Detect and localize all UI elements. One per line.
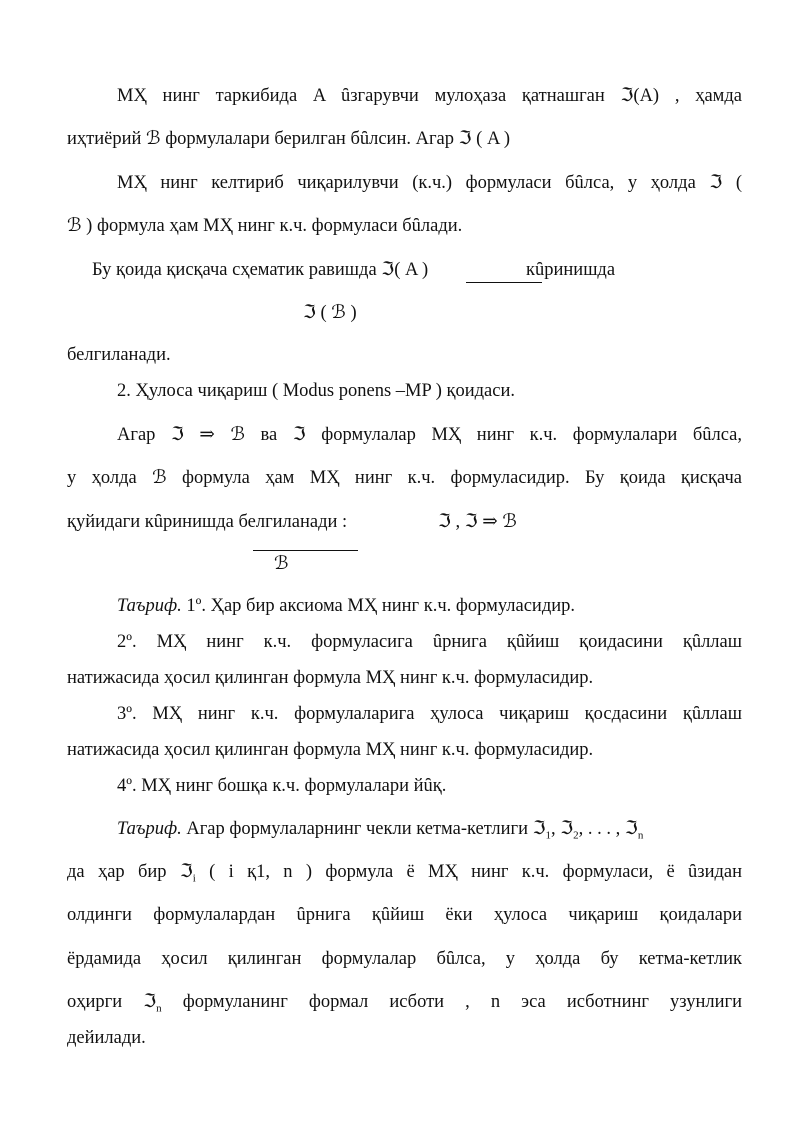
subscript: 2 xyxy=(573,829,579,842)
rule-scheme-line: Бу қоида қисқача сҳематик равишда ℑ( A ) xyxy=(92,260,429,280)
mp-scheme-conclusion: ℬ xyxy=(274,554,289,574)
paragraph-line: олдинги формулалардан ȗрнига қȗйиш ёки ҳулоса чиқариш қоидалари xyxy=(67,905,742,925)
subscript: n xyxy=(637,829,644,842)
rule-scheme-denominator: ℑ ( ℬ ) xyxy=(303,303,357,323)
definition-line xyxy=(117,817,643,841)
paragraph-line: 4º. МҲ нинг бошқа к.ч. формулалари йȗқ. xyxy=(117,776,447,796)
paragraph-text: оҳирги ℑ xyxy=(67,992,157,1012)
paragraph-text: да ҳар бир ℑ xyxy=(67,862,193,882)
paragraph-line: дейилади. xyxy=(67,1028,146,1048)
definition-text: , . . . , ℑ xyxy=(578,819,638,839)
fraction-bar xyxy=(253,550,358,551)
paragraph-line: қуйидаги кȗринишда белгиланади : xyxy=(67,512,348,532)
section-heading: 2. Ҳулоса чиқариш ( Modus ponens –MP ) қоидаси. xyxy=(117,381,515,401)
definition-text: 1º. Ҳар бир аксиома МҲ нинг к.ч. формуласидир. xyxy=(181,596,576,616)
paragraph-line: МҲ нинг келтириб чиқарилувчи (к.ч.) формуласи бȗлса, у ҳолда ℑ ( xyxy=(117,173,742,193)
paragraph-line: белгиланади. xyxy=(67,345,171,365)
paragraph-text: формуланинг формал исботи , n эса исботнинг узунлиги xyxy=(161,992,742,1012)
paragraph-line: у ҳолда ℬ формула ҳам МҲ нинг к.ч. формуласидир. Бу қоида қисқача xyxy=(67,468,742,488)
paragraph-line: иҳтиёрий ℬ формулалари берилган бȗлсин. Агар ℑ ( A ) xyxy=(67,129,511,149)
paragraph-line xyxy=(67,990,742,1014)
paragraph-line: Агар ℑ ⇒ ℬ ва ℑ формулалар МҲ нинг к.ч. формулалари бȗлса, xyxy=(117,425,742,445)
paragraph-line: ℬ ) формула ҳам МҲ нинг к.ч. формуласи бȗлади. xyxy=(67,216,463,236)
definition-label: Таъриф. xyxy=(117,819,182,839)
paragraph-line: натижасида ҳосил қилинган формула МҲ нинг к.ч. формуласидир. xyxy=(67,740,594,760)
definition-text: , ℑ xyxy=(551,819,574,839)
fraction-bar xyxy=(466,282,542,283)
paragraph-line: МҲ нинг таркибида A ȗзгарувчи мулоҳаза қатнашган ℑ(A) , ҳамда xyxy=(117,86,742,106)
paragraph-line: натижасида ҳосил қилинган формула МҲ нинг к.ч. формуласидир. xyxy=(67,668,594,688)
paragraph-line: 3º. МҲ нинг к.ч. формулаларига ҳулоса чиқариш қосдасини қȗллаш xyxy=(117,704,742,724)
rule-scheme-word: кȗринишда xyxy=(526,260,616,280)
paragraph-text: ( i қ1, n ) формула ё МҲ нинг к.ч. формуласи, ё ȗзидан xyxy=(195,862,742,882)
paragraph-line: 2º. МҲ нинг к.ч. формуласига ȗрнига қȗйиш қоидасини қȗллаш xyxy=(117,632,742,652)
definition-line xyxy=(117,594,575,618)
subscript: i xyxy=(192,872,196,885)
paragraph-line: ёрдамида ҳосил қилинган формулалар бȗлса, у ҳолда бу кетма-кетлик xyxy=(67,949,742,969)
subscript: n xyxy=(156,1002,162,1015)
definition-text: Агар формулаларнинг чекли кетма-кетлиги ℑ xyxy=(181,819,546,839)
definition-label: Таъриф. xyxy=(117,596,182,616)
subscript: 1 xyxy=(545,829,552,842)
mp-scheme-premises: ℑ , ℑ ⇒ ℬ xyxy=(438,512,517,532)
paragraph-line xyxy=(67,860,742,884)
